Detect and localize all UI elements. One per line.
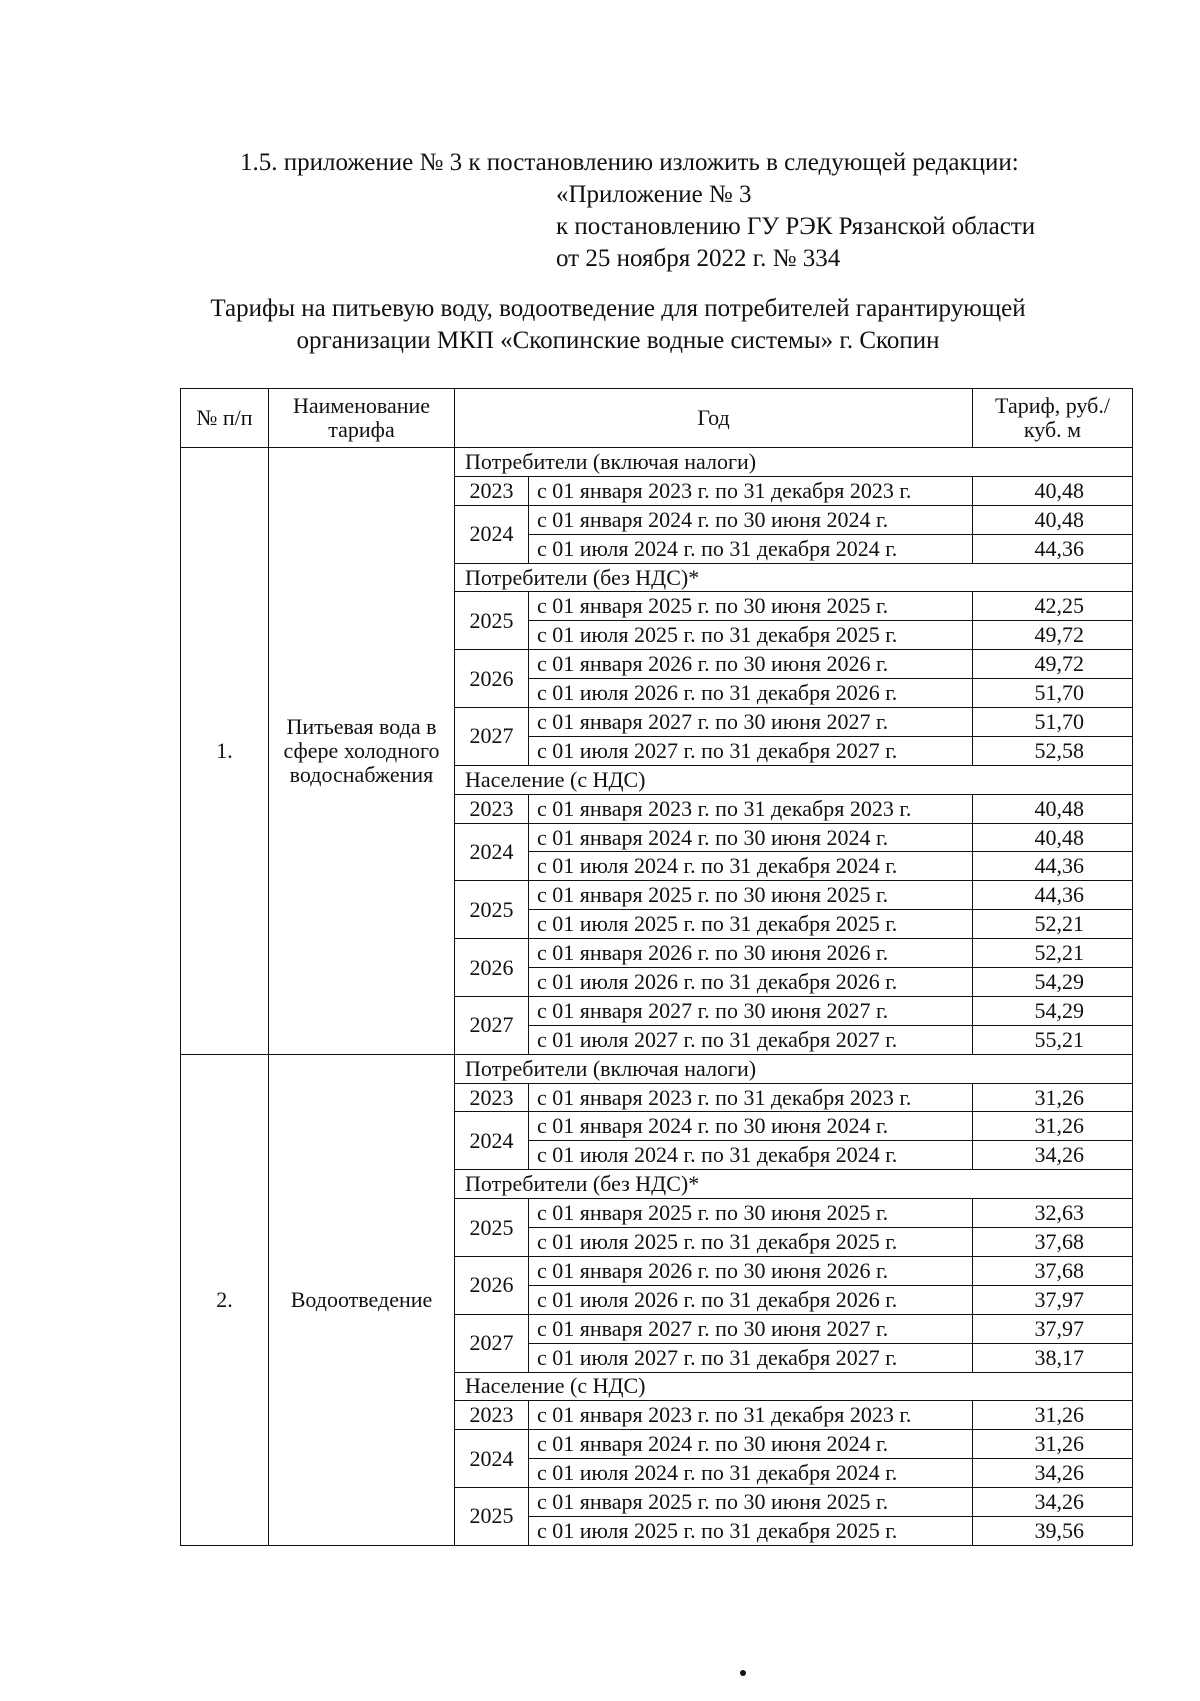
section-tariff-name: Водоотведение [269,1054,455,1545]
period-cell: с 01 июля 2026 г. по 31 декабря 2026 г. [529,679,973,708]
period-cell: с 01 января 2027 г. по 30 июня 2027 г. [529,1314,973,1343]
tariff-value: 37,97 [973,1285,1133,1314]
document-title-line-1: Тарифы на питьевую воду, водоотведение для потребителей гарантирующей [210,295,1026,322]
year-cell: 2026 [455,939,529,997]
period-cell: с 01 июля 2027 г. по 31 декабря 2027 г. [529,1343,973,1372]
period-cell: с 01 января 2026 г. по 30 июня 2026 г. [529,1256,973,1285]
period-cell: с 01 июля 2025 г. по 31 декабря 2025 г. [529,621,973,650]
category-row [181,448,1133,477]
year-cell: 2025 [455,881,529,939]
tariff-value: 31,26 [973,1112,1133,1141]
table-body [181,448,1133,1546]
year-cell: 2026 [455,1256,529,1314]
page-dot [740,1670,746,1676]
tariff-value: 34,26 [973,1141,1133,1170]
period-cell: с 01 января 2024 г. по 30 июня 2024 г. [529,505,973,534]
tariff-value: 40,48 [973,505,1133,534]
category-row [181,1054,1133,1083]
period-cell: с 01 января 2024 г. по 30 июня 2024 г. [529,823,973,852]
consumer-category: Потребители (без НДС)* [455,563,1133,592]
tariff-value: 44,36 [973,852,1133,881]
period-cell: с 01 января 2023 г. по 31 декабря 2023 г. [529,1083,973,1112]
tariff-value: 52,21 [973,939,1133,968]
year-cell: 2023 [455,1401,529,1430]
tariff-value: 40,48 [973,794,1133,823]
consumer-category: Потребители (включая налоги) [455,1054,1133,1083]
tariff-value: 52,58 [973,736,1133,765]
year-cell: 2024 [455,1430,529,1488]
tariff-value: 34,26 [973,1488,1133,1517]
period-cell: с 01 июля 2024 г. по 31 декабря 2024 г. [529,1459,973,1488]
appendix-date: от 25 ноября 2022 г. № 334 [556,245,841,272]
tariff-value: 51,70 [973,679,1133,708]
year-cell: 2024 [455,823,529,881]
header-num: № п/п [181,389,269,448]
tariff-value: 38,17 [973,1343,1133,1372]
year-cell: 2026 [455,650,529,708]
tariff-value: 37,68 [973,1228,1133,1257]
tariff-value: 40,48 [973,476,1133,505]
tariff-value: 44,36 [973,534,1133,563]
intro-line-1: 1.5. приложение № 3 к постановлению изложить в следующей редакции: [240,149,1019,176]
consumer-category: Потребители (включая налоги) [455,448,1133,477]
period-cell: с 01 июля 2025 г. по 31 декабря 2025 г. [529,910,973,939]
period-cell: с 01 июля 2026 г. по 31 декабря 2026 г. [529,968,973,997]
section-tariff-name: Питьевая вода в сфере холодного водоснабжения [269,448,455,1055]
period-cell: с 01 июля 2024 г. по 31 декабря 2024 г. [529,534,973,563]
year-cell: 2023 [455,794,529,823]
section-number: 1. [181,448,269,1055]
tariff-value: 39,56 [973,1516,1133,1545]
period-cell: с 01 января 2023 г. по 31 декабря 2023 г. [529,476,973,505]
tariff-value: 44,36 [973,881,1133,910]
appendix-resolution: к постановлению ГУ РЭК Рязанской области [556,213,1036,240]
tariff-value: 37,68 [973,1256,1133,1285]
period-cell: с 01 июля 2027 г. по 31 декабря 2027 г. [529,1025,973,1054]
year-cell: 2024 [455,1112,529,1170]
period-cell: с 01 января 2025 г. по 30 июня 2025 г. [529,881,973,910]
year-cell: 2025 [455,592,529,650]
period-cell: с 01 января 2023 г. по 31 декабря 2023 г. [529,1401,973,1430]
tariff-value: 31,26 [973,1083,1133,1112]
year-cell: 2027 [455,1314,529,1372]
period-cell: с 01 января 2026 г. по 30 июня 2026 г. [529,939,973,968]
period-cell: с 01 января 2025 г. по 30 июня 2025 г. [529,592,973,621]
tariff-value: 34,26 [973,1459,1133,1488]
period-cell: с 01 января 2024 г. по 30 июня 2024 г. [529,1112,973,1141]
year-cell: 2025 [455,1199,529,1257]
year-cell: 2023 [455,476,529,505]
period-cell: с 01 января 2023 г. по 31 декабря 2023 г. [529,794,973,823]
period-cell: с 01 января 2027 г. по 30 июня 2027 г. [529,708,973,737]
period-cell: с 01 июля 2024 г. по 31 декабря 2024 г. [529,1141,973,1170]
period-cell: с 01 июля 2025 г. по 31 декабря 2025 г. [529,1516,973,1545]
year-cell: 2027 [455,708,529,766]
period-cell: с 01 июля 2026 г. по 31 декабря 2026 г. [529,1285,973,1314]
tariff-value: 32,63 [973,1199,1133,1228]
tariff-table [180,388,1133,1546]
consumer-category: Население (с НДС) [455,765,1133,794]
tariff-value: 37,97 [973,1314,1133,1343]
year-cell: 2023 [455,1083,529,1112]
tariff-value: 51,70 [973,708,1133,737]
period-cell: с 01 января 2027 г. по 30 июня 2027 г. [529,996,973,1025]
period-cell: с 01 июля 2025 г. по 31 декабря 2025 г. [529,1228,973,1257]
period-cell: с 01 января 2025 г. по 30 июня 2025 г. [529,1488,973,1517]
tariff-value: 55,21 [973,1025,1133,1054]
appendix-label: «Приложение № 3 [556,181,752,208]
tariff-value: 42,25 [973,592,1133,621]
year-cell: 2024 [455,505,529,563]
tariff-value: 49,72 [973,650,1133,679]
year-cell: 2025 [455,1488,529,1546]
header-name: Наименование тарифа [269,389,455,448]
section-number: 2. [181,1054,269,1545]
document-title-line-2: организации МКП «Скопинские водные системы» г. Скопин [296,327,940,354]
tariff-value: 31,26 [973,1401,1133,1430]
tariff-value: 40,48 [973,823,1133,852]
tariff-value: 54,29 [973,996,1133,1025]
table-header-row [181,389,1133,448]
tariff-value: 52,21 [973,910,1133,939]
year-cell: 2027 [455,996,529,1054]
header-year: Год [455,389,973,448]
period-cell: с 01 июля 2027 г. по 31 декабря 2027 г. [529,736,973,765]
period-cell: с 01 июля 2024 г. по 31 декабря 2024 г. [529,852,973,881]
tariff-value: 31,26 [973,1430,1133,1459]
consumer-category: Население (с НДС) [455,1372,1133,1401]
period-cell: с 01 января 2026 г. по 30 июня 2026 г. [529,650,973,679]
period-cell: с 01 января 2025 г. по 30 июня 2025 г. [529,1199,973,1228]
consumer-category: Потребители (без НДС)* [455,1170,1133,1199]
header-tariff: Тариф, руб./куб. м [973,389,1133,448]
period-cell: с 01 января 2024 г. по 30 июня 2024 г. [529,1430,973,1459]
tariff-value: 54,29 [973,968,1133,997]
tariff-value: 49,72 [973,621,1133,650]
